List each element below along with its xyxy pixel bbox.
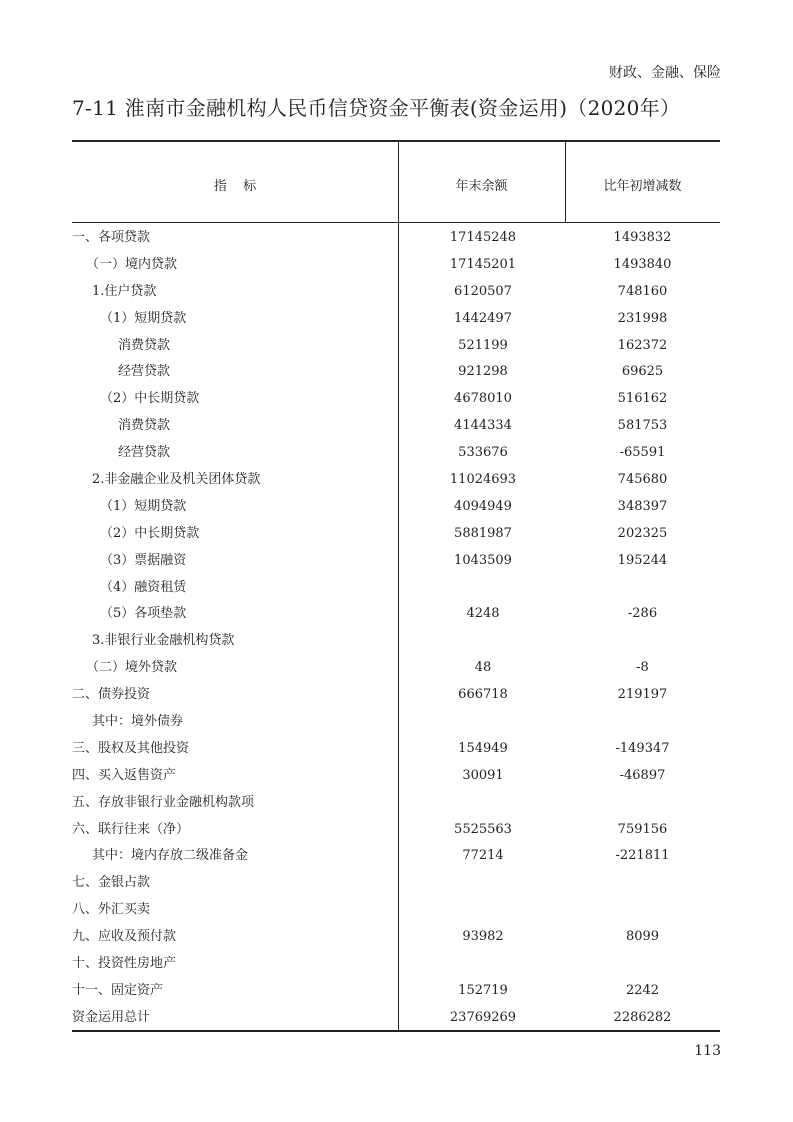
change-from-year-start: -46897 xyxy=(619,767,666,783)
year-end-balance: 5881987 xyxy=(454,525,512,541)
page-number: 113 xyxy=(694,1043,721,1059)
row-label: 一、各项贷款 xyxy=(72,230,151,245)
table-row xyxy=(72,497,720,524)
year-end-balance: 1043509 xyxy=(454,552,512,568)
table-row xyxy=(72,927,720,954)
row-label: 其中：境外债券 xyxy=(92,714,184,730)
row-label: 六、联行往来（净） xyxy=(72,821,190,837)
year-end-balance: 6120507 xyxy=(454,283,512,299)
change-from-year-start: 202325 xyxy=(617,525,668,541)
table-row xyxy=(72,981,720,1008)
row-label: （4）融资租赁 xyxy=(100,579,187,595)
table-row xyxy=(72,712,720,739)
table-row xyxy=(72,470,720,497)
table-row xyxy=(72,228,720,255)
row-label: 八、外汇买卖 xyxy=(72,902,151,918)
change-from-year-start: 581753 xyxy=(617,418,668,434)
year-end-balance: 921298 xyxy=(458,364,508,380)
change-from-year-start: 219197 xyxy=(617,687,668,703)
column-header-change: 比年初增减数 xyxy=(603,179,682,194)
column-header-balance: 年末余额 xyxy=(455,179,508,194)
row-label: 五、存放非银行业金融机构款项 xyxy=(72,794,255,810)
change-from-year-start: -149347 xyxy=(615,740,670,756)
table-row xyxy=(72,873,720,900)
row-label: 经营贷款 xyxy=(118,445,171,461)
table-row xyxy=(72,604,720,631)
year-end-balance: 17145248 xyxy=(449,230,517,245)
row-label: 二、债券投资 xyxy=(72,687,151,703)
year-end-balance: 521199 xyxy=(458,337,508,353)
year-end-balance: 11024693 xyxy=(449,472,517,488)
year-end-balance: 5525563 xyxy=(454,821,512,837)
change-from-year-start: 8099 xyxy=(625,929,660,945)
change-from-year-start: 516162 xyxy=(617,391,668,407)
year-end-balance: 77214 xyxy=(462,848,504,864)
table-row xyxy=(72,362,720,389)
row-label: 资金运用总计 xyxy=(72,1009,151,1025)
table-row xyxy=(72,846,720,873)
change-from-year-start: 2286282 xyxy=(613,1009,672,1025)
row-label: （1）短期贷款 xyxy=(100,498,187,514)
year-end-balance: 23769269 xyxy=(449,1009,517,1025)
year-end-balance: 533676 xyxy=(458,445,508,461)
row-label: 十一、固定资产 xyxy=(72,982,164,998)
table-row xyxy=(72,739,720,766)
change-from-year-start: -8 xyxy=(636,660,649,676)
row-label: （3）票据融资 xyxy=(100,552,187,568)
section-header: 财政、金融、保险 xyxy=(609,65,721,81)
change-from-year-start: 348397 xyxy=(617,498,668,514)
row-label: （5）各项垫款 xyxy=(100,606,187,622)
column-header-indicator: 指 标 xyxy=(213,179,257,194)
year-end-balance: 48 xyxy=(474,660,492,676)
row-label: （2）中长期贷款 xyxy=(100,525,200,541)
table-row xyxy=(72,578,720,605)
table-row xyxy=(72,416,720,443)
change-from-year-start: 1493832 xyxy=(613,230,672,245)
year-end-balance: 1442497 xyxy=(454,310,512,326)
row-label: 1.住户贷款 xyxy=(92,283,157,299)
table-row xyxy=(72,631,720,658)
row-label: 2.非金融企业及机关团体贷款 xyxy=(92,472,261,488)
row-label: （二）境外贷款 xyxy=(86,660,178,676)
row-label: 七、金银占款 xyxy=(72,875,151,891)
change-from-year-start: -286 xyxy=(627,606,658,622)
table-row xyxy=(72,255,720,282)
row-label: 消费贷款 xyxy=(118,337,171,353)
row-label: 三、股权及其他投资 xyxy=(72,740,190,756)
change-from-year-start: 748160 xyxy=(617,283,668,299)
row-label: 九、应收及预付款 xyxy=(72,929,177,945)
change-from-year-start: -221811 xyxy=(615,848,670,864)
change-from-year-start: 759156 xyxy=(617,821,668,837)
row-label: 消费贷款 xyxy=(118,418,171,434)
year-end-balance: 4248 xyxy=(466,606,500,622)
change-from-year-start: -65591 xyxy=(619,445,666,461)
change-from-year-start: 745680 xyxy=(617,472,668,488)
year-end-balance: 4144334 xyxy=(454,418,512,434)
page-title: 7-11 淮南市金融机构人民币信贷资金平衡表(资金运用)（2020年） xyxy=(72,96,681,120)
row-label: （一）境内贷款 xyxy=(86,256,178,272)
table-row xyxy=(72,954,720,981)
table-row xyxy=(72,685,720,712)
row-label: 四、买入返售资产 xyxy=(72,767,177,783)
table-top-rule xyxy=(72,140,720,142)
table-body xyxy=(72,228,720,1035)
change-from-year-start: 2242 xyxy=(625,982,660,998)
table-row xyxy=(72,389,720,416)
year-end-balance: 152719 xyxy=(458,982,508,998)
change-from-year-start: 69625 xyxy=(621,364,664,380)
change-from-year-start: 1493840 xyxy=(613,256,672,272)
table-row xyxy=(72,524,720,551)
table-row xyxy=(72,443,720,470)
table-row xyxy=(72,820,720,847)
table-row xyxy=(72,793,720,820)
table-row xyxy=(72,551,720,578)
year-end-balance: 4094949 xyxy=(454,498,512,514)
row-label: 十、投资性房地产 xyxy=(72,956,177,972)
table-row xyxy=(72,309,720,336)
year-end-balance: 666718 xyxy=(458,687,508,703)
change-from-year-start: 195244 xyxy=(617,552,668,568)
table-row xyxy=(72,658,720,685)
row-label: 经营贷款 xyxy=(118,364,171,380)
row-label: 3.非银行业金融机构贷款 xyxy=(92,633,235,649)
table-header-rule xyxy=(72,222,720,223)
change-from-year-start: 231998 xyxy=(617,310,668,326)
row-label: （2）中长期贷款 xyxy=(100,391,200,407)
year-end-balance: 4678010 xyxy=(454,391,512,407)
change-from-year-start: 162372 xyxy=(617,337,668,353)
year-end-balance: 17145201 xyxy=(449,256,517,272)
year-end-balance: 30091 xyxy=(462,767,504,783)
year-end-balance: 93982 xyxy=(462,929,504,945)
year-end-balance: 154949 xyxy=(458,740,508,756)
table-row xyxy=(72,282,720,309)
table-row xyxy=(72,1008,720,1035)
table-row xyxy=(72,336,720,363)
table-row xyxy=(72,766,720,793)
table-row xyxy=(72,900,720,927)
row-label: （1）短期贷款 xyxy=(100,310,187,326)
row-label: 其中：境内存放二级准备金 xyxy=(92,848,249,864)
